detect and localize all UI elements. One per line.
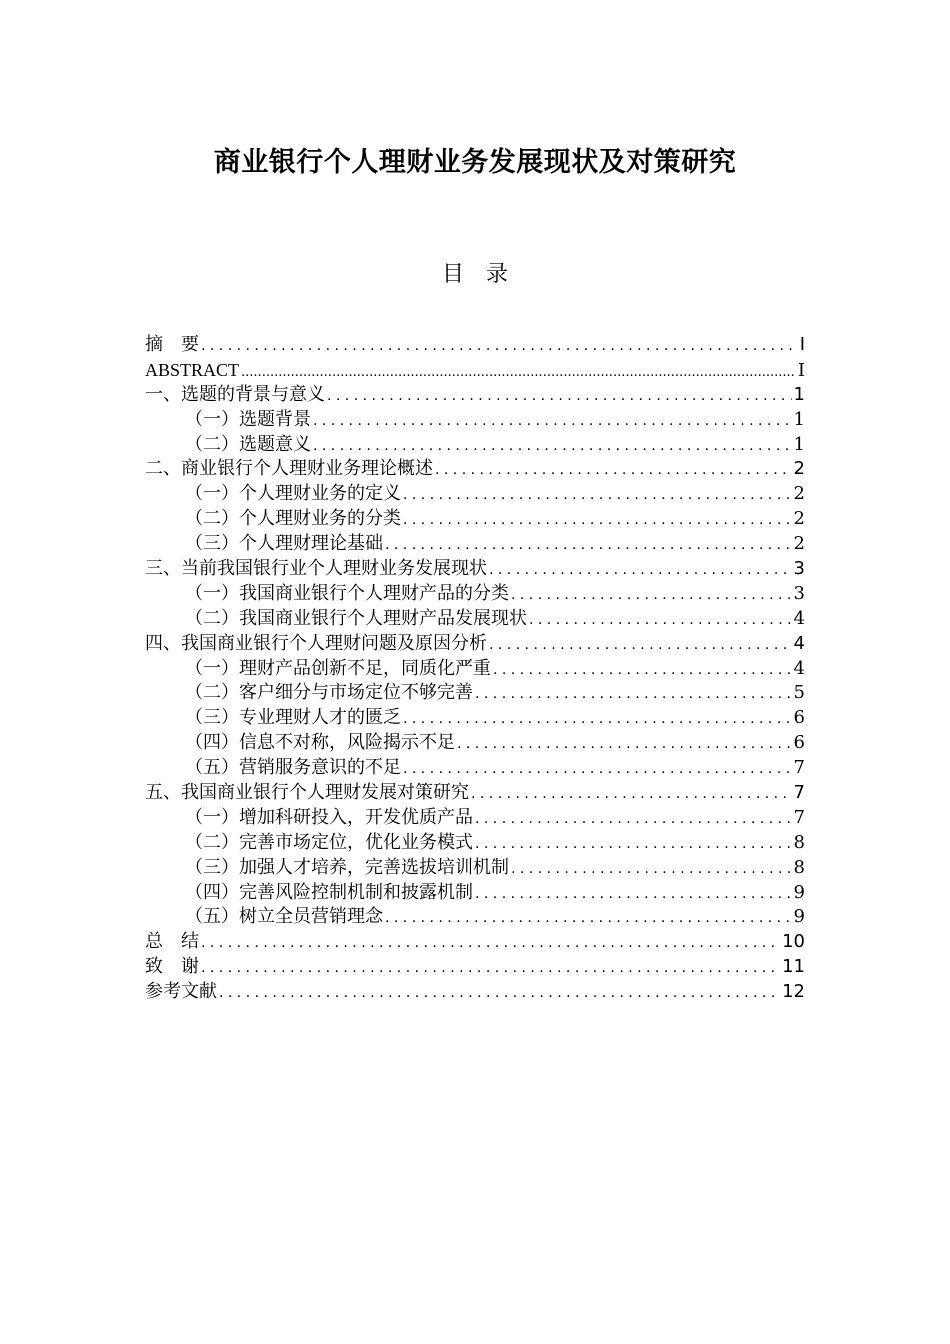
toc-entry-chapter-4[interactable] xyxy=(145,632,805,657)
dot-leader xyxy=(529,608,792,632)
toc-entry-section[interactable] xyxy=(145,831,805,856)
toc-entry-label: 摘 要 xyxy=(145,334,199,355)
toc-entry-page: 5 xyxy=(793,682,805,704)
toc-entry-section[interactable] xyxy=(145,856,805,881)
toc-entry-page: 6 xyxy=(793,707,805,729)
dot-leader xyxy=(435,458,792,482)
dot-leader xyxy=(475,682,792,706)
toc-entry-page: 3 xyxy=(793,558,805,580)
toc-entry-label: （四）完善风险控制机制和披露机制 xyxy=(185,881,473,903)
toc-entry-page: 2 xyxy=(793,508,805,530)
toc-entry-label: 五、我国商业银行个人理财发展对策研究 xyxy=(145,782,469,804)
toc-entry-page: 2 xyxy=(793,458,805,480)
toc-entry-page: 4 xyxy=(793,607,805,629)
dot-leader xyxy=(201,334,798,358)
toc-entry-page: 3 xyxy=(793,582,805,604)
dot-leader xyxy=(489,558,792,582)
toc-entry-abstract-en[interactable] xyxy=(145,358,805,383)
toc-entry-section[interactable] xyxy=(145,507,805,532)
dot-leader xyxy=(471,782,792,806)
dot-leader xyxy=(403,707,792,731)
toc-entry-page: 10 xyxy=(782,931,805,953)
toc-entry-label: （一）选题背景 xyxy=(185,408,311,430)
toc-entry-section[interactable] xyxy=(145,681,805,706)
toc-entry-section[interactable] xyxy=(145,731,805,756)
toc-entry-section[interactable] xyxy=(145,706,805,731)
dot-leader xyxy=(201,956,780,980)
toc-entry-section[interactable] xyxy=(145,905,805,930)
dot-leader xyxy=(403,483,792,507)
toc-entry-page: 4 xyxy=(793,632,805,654)
toc-entry-label: 三、当前我国银行业个人理财业务发展现状 xyxy=(145,558,487,580)
toc-entry-label: 总 结 xyxy=(145,931,199,953)
dot-leader xyxy=(385,906,792,930)
dot-leader xyxy=(313,409,792,433)
toc-entry-page: I xyxy=(797,359,805,381)
dot-leader xyxy=(511,583,792,607)
toc-entry-label: （二）我国商业银行个人理财产品发展现状 xyxy=(185,607,527,629)
toc-entry-page: 2 xyxy=(793,533,805,555)
dot-leader xyxy=(313,434,792,458)
toc-entry-page: 4 xyxy=(793,657,805,679)
toc-entry-section[interactable] xyxy=(145,482,805,507)
toc-entry-label: （二）选题意义 xyxy=(185,433,311,455)
dot-leader xyxy=(493,658,792,682)
toc-entry-label: （四）信息不对称，风险揭示不足 xyxy=(185,732,455,754)
toc-entry-section[interactable] xyxy=(145,408,805,433)
toc-entry-section[interactable] xyxy=(145,881,805,906)
toc-entry-page: 6 xyxy=(793,732,805,754)
toc-entry-section[interactable] xyxy=(145,532,805,557)
toc-entry-label: （三）加强人才培养，完善选拔培训机制 xyxy=(185,856,509,878)
toc-entry-label: 一、选题的背景与意义 xyxy=(145,383,325,405)
toc-entry-label: （二）客户细分与市场定位不够完善 xyxy=(185,682,473,704)
toc-entry-label: （一）增加科研投入，开发优质产品 xyxy=(185,806,473,828)
toc-heading: 目 录 xyxy=(441,262,508,287)
toc-entry-label: （五）营销服务意识的不足 xyxy=(185,757,401,779)
toc-entry-page: 12 xyxy=(782,981,805,1003)
toc-entry-label: （三）专业理财人才的匮乏 xyxy=(185,707,401,729)
toc-entry-label: （一）理财产品创新不足，同质化严重 xyxy=(185,657,491,679)
toc-entry-page: 8 xyxy=(793,831,805,853)
toc-entry-chapter-1[interactable] xyxy=(145,383,805,408)
toc-entry-page: 7 xyxy=(793,782,805,804)
dot-leader xyxy=(475,807,792,831)
toc-entry-page: I xyxy=(799,334,805,355)
toc-entry-page: 2 xyxy=(793,483,805,505)
toc-entry-page: 9 xyxy=(793,906,805,928)
dot-leader xyxy=(489,633,792,657)
toc-entry-label: （二）完善市场定位，优化业务模式 xyxy=(185,831,473,853)
table-of-contents xyxy=(145,333,805,1005)
toc-entry-label: （三）个人理财理论基础 xyxy=(185,533,383,555)
dot-leader xyxy=(403,757,792,781)
toc-entry-label: 致 谢 xyxy=(145,956,199,978)
dot-leader xyxy=(385,533,792,557)
toc-entry-abstract-cn[interactable] xyxy=(145,333,805,358)
toc-entry-acknowledgements[interactable] xyxy=(145,955,805,980)
toc-entry-page: 11 xyxy=(782,956,805,978)
toc-entry-label: 二、商业银行个人理财业务理论概述 xyxy=(145,458,433,480)
toc-entry-section[interactable] xyxy=(145,582,805,607)
dot-leader xyxy=(327,384,792,408)
toc-entry-page: 1 xyxy=(793,383,805,405)
toc-entry-section[interactable] xyxy=(145,806,805,831)
dot-leader xyxy=(201,931,780,955)
dot-leader xyxy=(475,882,792,906)
toc-entry-page: 1 xyxy=(793,433,805,455)
toc-entry-section[interactable] xyxy=(145,433,805,458)
toc-entry-label: ABSTRACT xyxy=(145,359,240,380)
toc-entry-summary[interactable] xyxy=(145,930,805,955)
dot-leader xyxy=(241,361,796,383)
toc-entry-page: 8 xyxy=(793,856,805,878)
dot-leader xyxy=(403,508,792,532)
toc-entry-page: 1 xyxy=(793,408,805,430)
dot-leader xyxy=(219,981,780,1005)
toc-entry-chapter-3[interactable] xyxy=(145,557,805,582)
toc-entry-label: 四、我国商业银行个人理财问题及原因分析 xyxy=(145,632,487,654)
toc-entry-page: 9 xyxy=(793,881,805,903)
toc-entry-page: 7 xyxy=(793,806,805,828)
toc-entry-section[interactable] xyxy=(145,657,805,682)
toc-entry-section[interactable] xyxy=(145,756,805,781)
toc-entry-label: （一）个人理财业务的定义 xyxy=(185,483,401,505)
toc-entry-label: 参考文献 xyxy=(145,981,217,1003)
toc-entry-label: （五）树立全员营销理念 xyxy=(185,906,383,928)
toc-entry-section[interactable] xyxy=(145,607,805,632)
dot-leader xyxy=(511,857,792,881)
toc-entry-chapter-5[interactable] xyxy=(145,781,805,806)
toc-entry-page: 7 xyxy=(793,757,805,779)
toc-entry-label: （一）我国商业银行个人理财产品的分类 xyxy=(185,582,509,604)
dot-leader xyxy=(457,732,792,756)
dot-leader xyxy=(475,832,792,856)
document-title: 商业银行个人理财业务发展现状及对策研究 xyxy=(213,147,737,178)
toc-entry-label: （二）个人理财业务的分类 xyxy=(185,508,401,530)
toc-entry-chapter-2[interactable] xyxy=(145,457,805,482)
toc-entry-references[interactable] xyxy=(145,980,805,1005)
